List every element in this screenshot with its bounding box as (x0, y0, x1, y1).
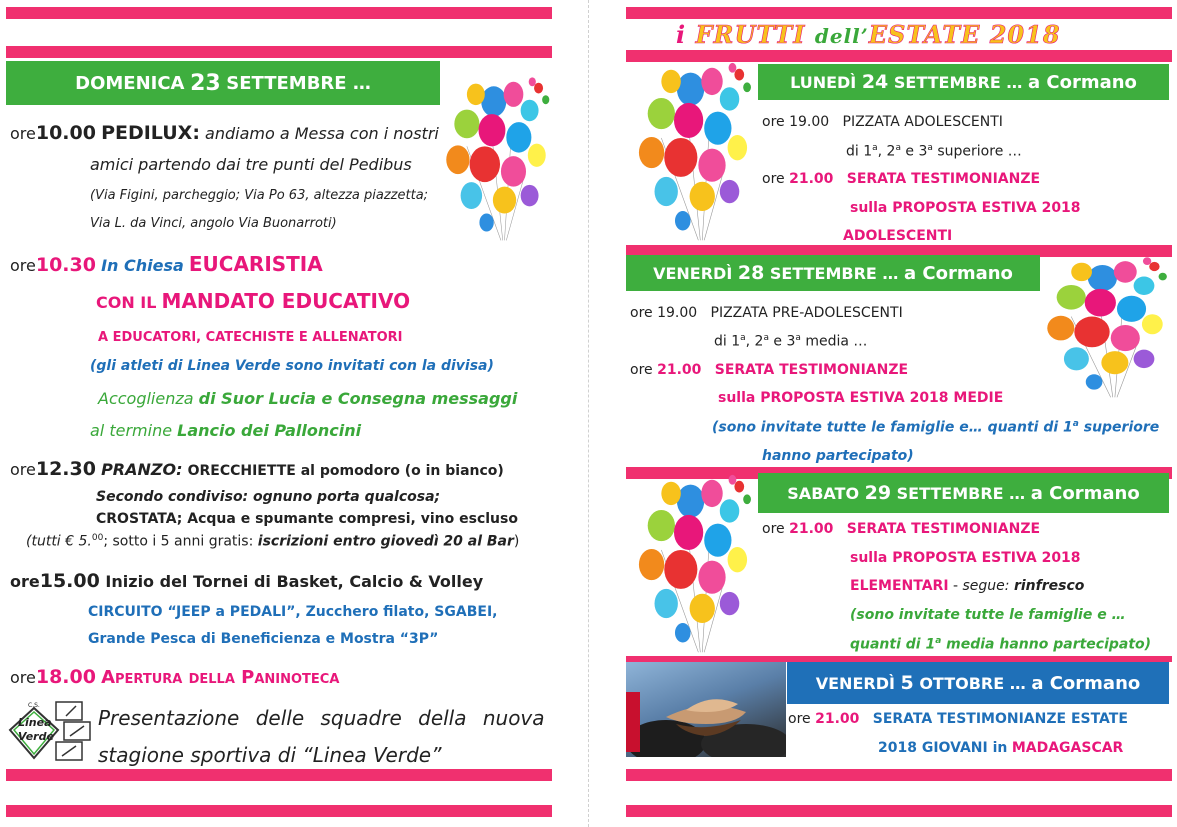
atleti-line: (gli atleti di Linea Verde sono invitati con la divisa) (90, 358, 494, 374)
h2-line1: ore 19.00 PIZZATA PRE-ADOLESCENTI (630, 305, 903, 321)
educatori-line: A EDUCATORI, CATECHISTE E ALLENATORI (98, 330, 403, 345)
bar-left-3 (6, 769, 552, 781)
h1-line3: ore 21.00 SERATA TESTIMONIANZE (762, 171, 1041, 187)
fold-line (588, 0, 589, 827)
header-sabato: SABATO 29 SETTEMBRE … a Cormano (758, 473, 1169, 513)
header-domenica: DOMENICA 23 SETTEMBRE … (6, 61, 440, 105)
balloons-icon (628, 60, 758, 250)
h2-line5: (sono invitate tutte le famiglie e… quanti di 1$^a$ superiore (712, 419, 1160, 436)
crostata-line: CROSTATA; Acqua e spumante compresi, vino escluso (96, 511, 518, 527)
h1-line2: di 1$^a$, 2$^a$ e 3$^a$ superiore … (846, 143, 1022, 160)
presentazione-line-1: Presentazione delle squadre della nuova (98, 706, 545, 730)
linea-verde-logo: C.S. Linea Verde (6, 700, 92, 764)
top-bar-left (6, 7, 552, 19)
secondo-line: Secondo condiviso: ognuno porta qualcosa; (96, 489, 441, 505)
mandato-line: CON IL MANDATO EDUCATIVO (96, 289, 411, 313)
h1-line1: ore 19.00 PIZZATA ADOLESCENTI (762, 114, 1003, 130)
bar-right-6 (626, 769, 1172, 781)
h4-line1: ore 21.00 SERATA TESTIMONIANZE ESTATE (788, 711, 1128, 727)
h1-line4: sulla PROPOSTA ESTIVA 2018 (850, 200, 1081, 216)
bottom-bar-left (6, 805, 552, 817)
lancio-line: al termine Lancio dei Palloncini (90, 421, 362, 440)
circuito-line: CIRCUITO “JEEP a PEDALI”, Zucchero filato, SGABEI, (88, 604, 498, 620)
event-pranzo: ore12.30 PRANZO: ORECCHIETTE al pomodoro (o in bianco) (10, 458, 504, 480)
h4-line2: 2018 GIOVANI in MADAGASCAR (878, 740, 1124, 756)
h2-line6: hanno partecipato) (762, 448, 914, 464)
h3-line3: ELEMENTARI - segue: rinfresco (850, 578, 1085, 594)
pedilux-desc2: amici partendo dai tre punti del Pedibus (90, 155, 412, 174)
pedilux-desc4: Via L. da Vinci, angolo Via Buonarroti) (90, 216, 337, 231)
h3-line1: ore 21.00 SERATA TESTIMONIANZE (762, 521, 1041, 537)
grande-pesca-line: Grande Pesca di Beneficienza e Mostra “3P” (88, 631, 439, 647)
h3-line2: sulla PROPOSTA ESTIVA 2018 (850, 550, 1081, 566)
h2-line2: di 1$^a$, 2$^a$ e 3$^a$ media … (714, 333, 868, 350)
event-eucaristia: ore10.30 In Chiesa EUCARISTIA (10, 252, 323, 276)
balloons-icon (628, 472, 758, 662)
event-paninoteca: ore18.00 Apertura della Paninoteca (10, 666, 340, 688)
header-venerdi-28: VENERDÌ 28 SETTEMBRE … a Cormano (626, 255, 1040, 291)
bar-left-2 (6, 46, 552, 58)
hands-photo (626, 662, 786, 757)
balloons-icon (1040, 255, 1170, 405)
header-lunedi: LUNEDÌ 24 SETTEMBRE … a Cormano (758, 64, 1169, 100)
h3-line4: (sono invitate tutte le famiglie e … (850, 607, 1126, 623)
presentazione-line-2: stagione sportiva di “Linea Verde” (98, 743, 442, 767)
h2-line4: sulla PROPOSTA ESTIVA 2018 MEDIE (718, 390, 1004, 406)
balloons-icon (440, 62, 552, 262)
prezzi-line: (tutti € 5.00; sotto i 5 anni gratis: iscrizioni entro giovedì 20 al Bar) (26, 533, 520, 550)
bottom-bar-right (626, 805, 1172, 817)
h2-line3: ore 21.00 SERATA TESTIMONIANZE (630, 362, 909, 378)
h3-line5: quanti di 1$^a$ media hanno partecipato) (850, 636, 1152, 653)
header-venerdi-5: VENERDÌ 5 OTTOBRE … a Cormano (787, 662, 1169, 704)
event-tornei: ore15.00 Inizio del Tornei di Basket, Calcio & Volley (10, 570, 484, 592)
event-pedilux: ore10.00 PEDILUX: andiamo a Messa con i nostri (10, 122, 439, 144)
top-bar-right (626, 7, 1172, 19)
page-title: i FRUTTI dell’ESTATE 2018 (676, 20, 1061, 49)
accoglienza-line: Accoglienza di Suor Lucia e Consegna messaggi (98, 389, 518, 408)
h1-line5: ADOLESCENTI (843, 228, 953, 244)
pedilux-desc3: (Via Figini, parcheggio; Via Po 63, altezza piazzetta; (90, 188, 429, 203)
